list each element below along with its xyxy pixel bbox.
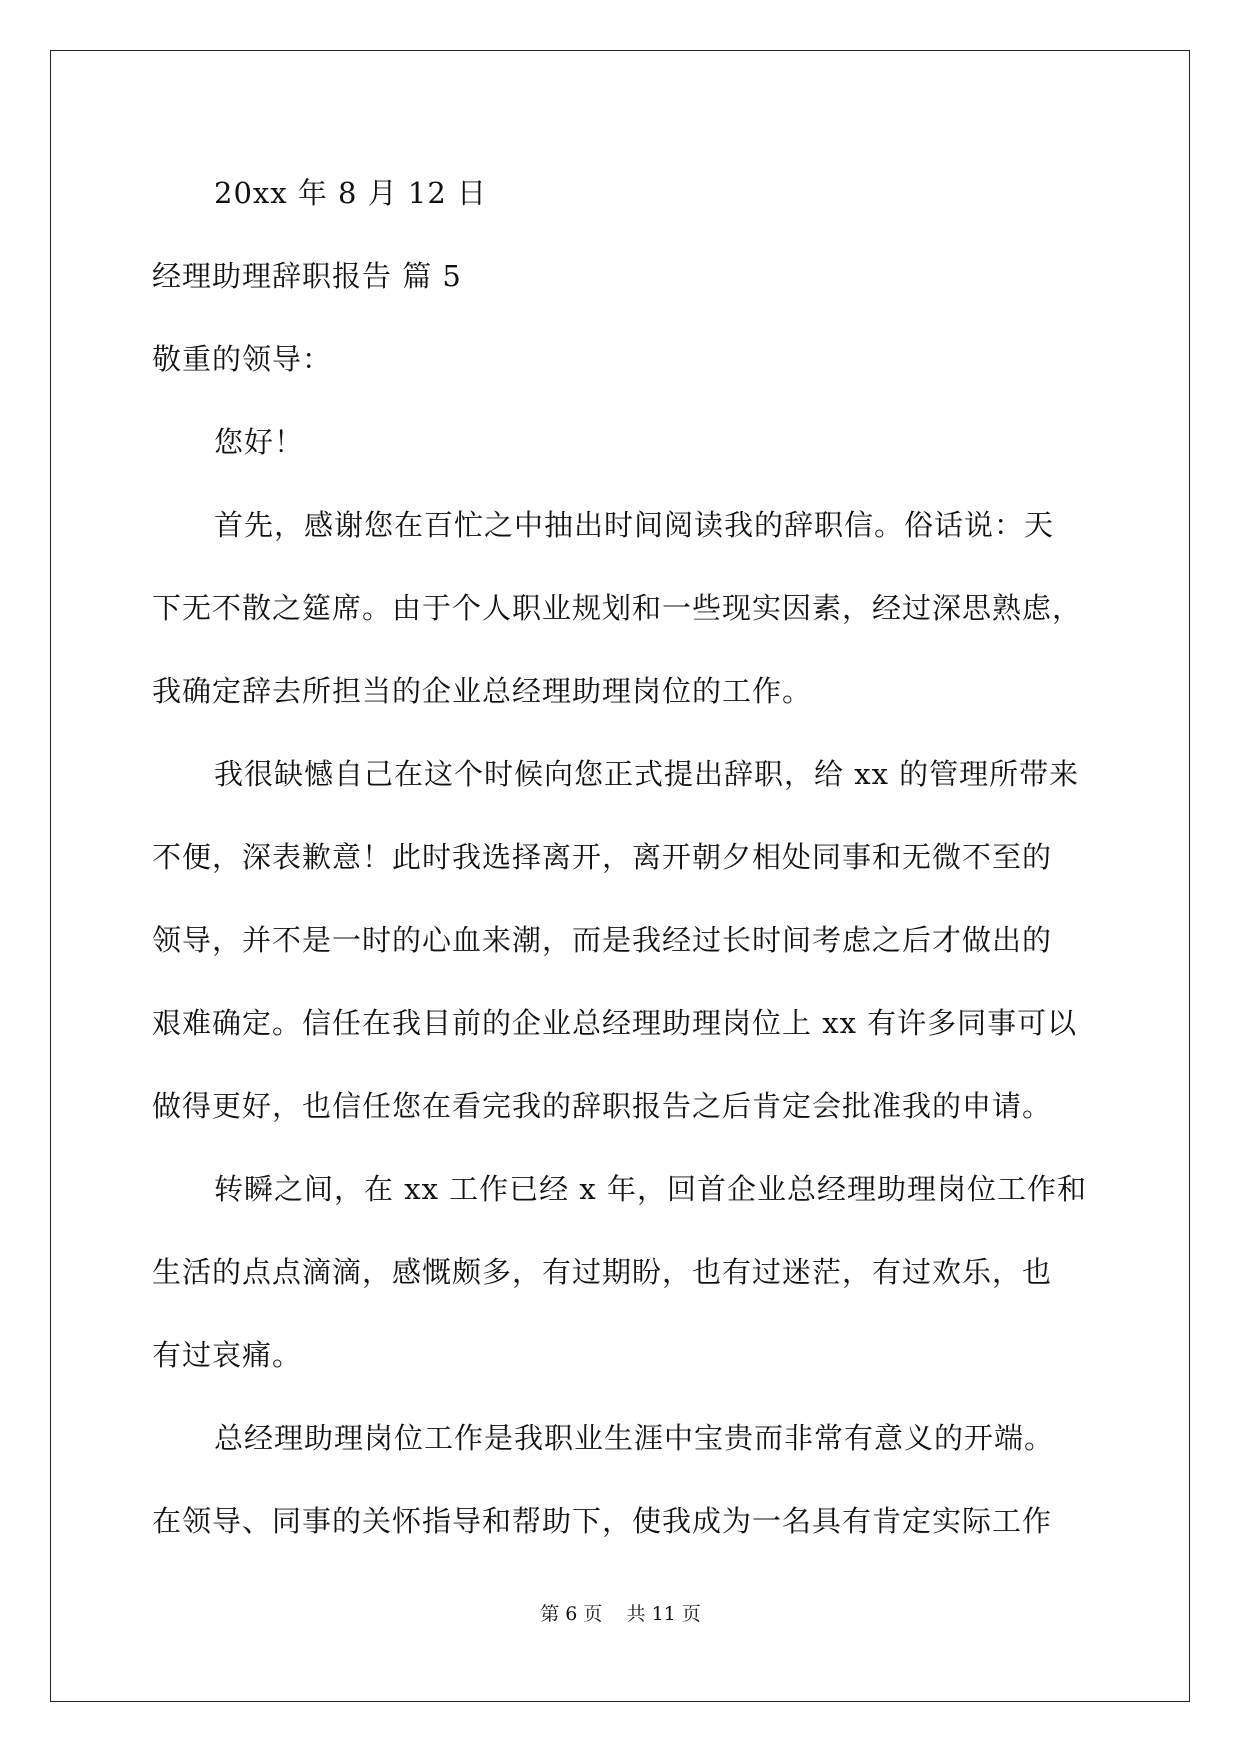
body-line: 领导，并不是一时的心血来潮，而是我经过长时间考虑之后才做出的: [152, 923, 1053, 957]
greeting: 您好！: [214, 425, 305, 459]
body-line: 转瞬之间，在 xx 工作已经 x 年，回首企业总经理助理岗位工作和: [214, 1172, 1087, 1206]
body-line: 首先，感谢您在百忙之中抽出时间阅读我的辞职信。俗话说：天: [214, 508, 1055, 542]
section-heading: 经理助理辞职报告 篇 5: [152, 259, 462, 293]
body-line: 我很缺憾自己在这个时候向您正式提出辞职，给 xx 的管理所带来: [214, 757, 1080, 791]
body-line: 有过哀痛。: [152, 1338, 303, 1372]
body-line: 做得更好，也信任您在看完我的辞职报告之后肯定会批准我的申请。: [152, 1089, 1053, 1123]
body-line: 生活的点点滴滴，感慨颇多，有过期盼，也有过迷茫，有过欢乐，也: [152, 1255, 1053, 1289]
body-line: 下无不散之筵席。由于个人职业规划和一些现实因素，经过深思熟虑，: [152, 591, 1083, 625]
body-line: 总经理助理岗位工作是我职业生涯中宝贵而非常有意义的开端。: [214, 1421, 1055, 1455]
salutation: 敬重的领导：: [152, 342, 333, 376]
body-line: 在领导、同事的关怀指导和帮助下，使我成为一名具有肯定实际工作: [152, 1504, 1053, 1538]
date-line: 20xx 年 8 月 12 日: [214, 176, 488, 210]
body-line: 艰难确定。信任在我目前的企业总经理助理岗位上 xx 有许多同事可以: [152, 1006, 1078, 1040]
body-line: 不便，深表歉意！此时我选择离开，离开朝夕相处同事和无微不至的: [152, 840, 1053, 874]
body-line: 我确定辞去所担当的企业总经理助理岗位的工作。: [152, 674, 813, 708]
page-number: 第 6 页 共 11 页: [540, 1603, 701, 1625]
